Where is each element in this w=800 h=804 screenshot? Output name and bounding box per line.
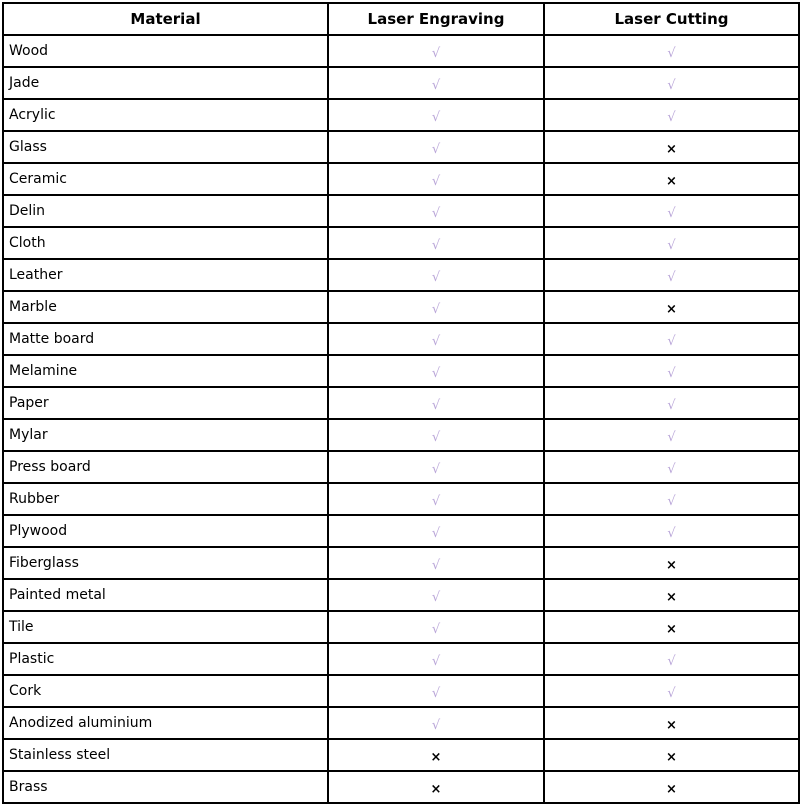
- table-row: [3, 131, 799, 163]
- check-icon: √: [667, 461, 676, 477]
- cross-icon: ×: [666, 781, 677, 797]
- material-cell: Matte board: [3, 323, 328, 355]
- material-cell: Brass: [3, 771, 328, 803]
- check-icon: √: [431, 525, 441, 541]
- engraving-cell: [328, 451, 544, 483]
- material-cell: Glass: [3, 131, 328, 163]
- table-row: [3, 579, 799, 611]
- check-icon: √: [667, 653, 676, 669]
- table-row: [3, 771, 799, 803]
- check-icon: √: [667, 333, 676, 349]
- check-icon: √: [667, 237, 676, 253]
- table-row: [3, 35, 799, 67]
- check-icon: √: [431, 397, 441, 413]
- engraving-cell: [328, 515, 544, 547]
- cross-icon: ×: [666, 621, 677, 637]
- cutting-cell: [544, 547, 799, 579]
- engraving-cell: [328, 291, 544, 323]
- cutting-cell: [544, 419, 799, 451]
- table-row: [3, 195, 799, 227]
- check-icon: √: [431, 237, 441, 253]
- table-row: [3, 291, 799, 323]
- engraving-cell: [328, 99, 544, 131]
- table-row: [3, 387, 799, 419]
- check-icon: √: [431, 589, 441, 605]
- table-row: [3, 739, 799, 771]
- engraving-cell: [328, 35, 544, 67]
- material-cell: Painted metal: [3, 579, 328, 611]
- material-cell: Melamine: [3, 355, 328, 387]
- check-icon: √: [431, 269, 441, 285]
- material-cell: Cork: [3, 675, 328, 707]
- check-icon: √: [431, 333, 441, 349]
- check-icon: √: [431, 653, 441, 669]
- cutting-cell: [544, 195, 799, 227]
- check-icon: √: [667, 525, 676, 541]
- cross-icon: ×: [666, 301, 677, 317]
- cutting-cell: [544, 99, 799, 131]
- check-icon: √: [431, 621, 441, 637]
- check-icon: √: [431, 173, 441, 189]
- check-icon: √: [431, 141, 441, 157]
- cutting-cell: [544, 387, 799, 419]
- engraving-cell: [328, 259, 544, 291]
- cross-icon: ×: [430, 781, 442, 797]
- cross-icon: ×: [666, 717, 677, 733]
- engraving-cell: [328, 483, 544, 515]
- material-cell: Fiberglass: [3, 547, 328, 579]
- table-row: [3, 163, 799, 195]
- engraving-cell: [328, 707, 544, 739]
- check-icon: √: [431, 301, 441, 317]
- check-icon: √: [667, 365, 676, 381]
- cross-icon: ×: [666, 557, 677, 573]
- check-icon: √: [431, 717, 441, 733]
- table-row: [3, 451, 799, 483]
- engraving-cell: [328, 323, 544, 355]
- cross-icon: ×: [666, 589, 677, 605]
- table-row: [3, 643, 799, 675]
- engraving-cell: [328, 547, 544, 579]
- cutting-cell: [544, 643, 799, 675]
- header-material: Material: [3, 3, 328, 35]
- engraving-cell: [328, 419, 544, 451]
- cutting-cell: [544, 35, 799, 67]
- check-icon: √: [667, 109, 676, 125]
- cutting-cell: [544, 291, 799, 323]
- cutting-cell: [544, 515, 799, 547]
- cross-icon: ×: [430, 749, 442, 765]
- engraving-cell: [328, 355, 544, 387]
- check-icon: √: [431, 461, 441, 477]
- check-icon: √: [431, 77, 441, 93]
- cutting-cell: [544, 675, 799, 707]
- material-cell: Leather: [3, 259, 328, 291]
- check-icon: √: [667, 77, 676, 93]
- material-cell: Acrylic: [3, 99, 328, 131]
- material-cell: Jade: [3, 67, 328, 99]
- check-icon: √: [431, 365, 441, 381]
- material-cell: Plywood: [3, 515, 328, 547]
- material-cell: Press board: [3, 451, 328, 483]
- header-laser-engraving: Laser Engraving: [328, 3, 544, 35]
- materials-table: [2, 2, 800, 804]
- check-icon: √: [667, 45, 676, 61]
- check-icon: √: [667, 493, 676, 509]
- table-row: [3, 483, 799, 515]
- cutting-cell: [544, 131, 799, 163]
- check-icon: √: [667, 397, 676, 413]
- material-cell: Marble: [3, 291, 328, 323]
- cutting-cell: [544, 259, 799, 291]
- table-row: [3, 419, 799, 451]
- cross-icon: ×: [666, 749, 677, 765]
- table-row: [3, 259, 799, 291]
- engraving-cell: [328, 227, 544, 259]
- engraving-cell: [328, 739, 544, 771]
- material-cell: Tile: [3, 611, 328, 643]
- cross-icon: ×: [666, 173, 677, 189]
- cutting-cell: [544, 739, 799, 771]
- cutting-cell: [544, 579, 799, 611]
- check-icon: √: [667, 205, 676, 221]
- cutting-cell: [544, 611, 799, 643]
- engraving-cell: [328, 579, 544, 611]
- engraving-cell: [328, 387, 544, 419]
- cutting-cell: [544, 67, 799, 99]
- cross-icon: ×: [666, 141, 677, 157]
- check-icon: √: [431, 205, 441, 221]
- table-row: [3, 707, 799, 739]
- header-row: [3, 3, 799, 35]
- table-row: [3, 611, 799, 643]
- material-cell: Mylar: [3, 419, 328, 451]
- material-cell: Delin: [3, 195, 328, 227]
- engraving-cell: [328, 163, 544, 195]
- check-icon: √: [431, 109, 441, 125]
- table-row: [3, 99, 799, 131]
- engraving-cell: [328, 67, 544, 99]
- table-row: [3, 547, 799, 579]
- material-cell: Wood: [3, 35, 328, 67]
- engraving-cell: [328, 643, 544, 675]
- material-cell: Rubber: [3, 483, 328, 515]
- material-cell: Stainless steel: [3, 739, 328, 771]
- material-cell: Ceramic: [3, 163, 328, 195]
- table-row: [3, 323, 799, 355]
- check-icon: √: [667, 429, 676, 445]
- material-cell: Anodized aluminium: [3, 707, 328, 739]
- table-row: [3, 675, 799, 707]
- engraving-cell: [328, 675, 544, 707]
- cutting-cell: [544, 163, 799, 195]
- table-row: [3, 515, 799, 547]
- material-cell: Plastic: [3, 643, 328, 675]
- check-icon: √: [431, 45, 441, 61]
- cutting-cell: [544, 451, 799, 483]
- table-row: [3, 227, 799, 259]
- cutting-cell: [544, 227, 799, 259]
- table-row: [3, 67, 799, 99]
- material-cell: Paper: [3, 387, 328, 419]
- material-cell: Cloth: [3, 227, 328, 259]
- cutting-cell: [544, 355, 799, 387]
- check-icon: √: [431, 429, 441, 445]
- cutting-cell: [544, 483, 799, 515]
- check-icon: √: [431, 557, 441, 573]
- engraving-cell: [328, 611, 544, 643]
- header-laser-cutting: Laser Cutting: [544, 3, 799, 35]
- check-icon: √: [667, 685, 676, 701]
- cutting-cell: [544, 707, 799, 739]
- engraving-cell: [328, 131, 544, 163]
- cutting-cell: [544, 323, 799, 355]
- engraving-cell: [328, 195, 544, 227]
- check-icon: √: [667, 269, 676, 285]
- check-icon: √: [431, 685, 441, 701]
- cutting-cell: [544, 771, 799, 803]
- engraving-cell: [328, 771, 544, 803]
- table-row: [3, 355, 799, 387]
- check-icon: √: [431, 493, 441, 509]
